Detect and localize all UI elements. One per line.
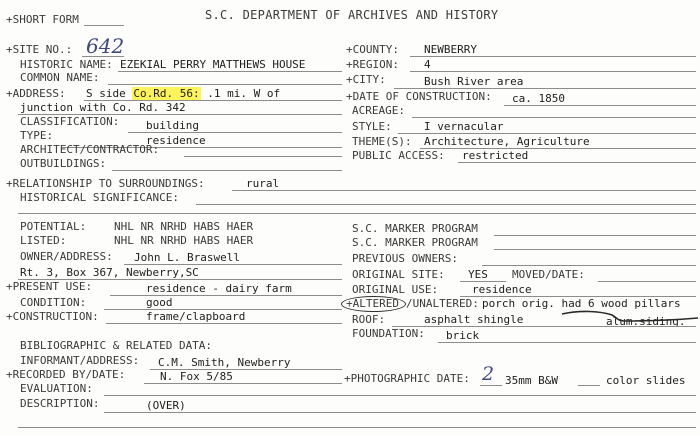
owner-address: Rt. 3, Box 367, Newberry,SC xyxy=(20,266,199,279)
short-form-line xyxy=(84,25,124,26)
marker-line-2 xyxy=(494,249,696,250)
original-use-value: residence xyxy=(472,283,532,296)
construction-value: frame/clapboard xyxy=(146,310,246,323)
roof-label: ROOF: xyxy=(352,313,386,326)
original-site-label: ORIGINAL SITE: xyxy=(352,268,445,281)
moved-date-label: MOVED/DATE: xyxy=(512,268,585,281)
style-line xyxy=(398,133,696,134)
historic-name-line xyxy=(118,71,342,72)
historic-name-label: HISTORIC NAME: xyxy=(20,58,113,71)
foundation-label: FOUNDATION: xyxy=(352,327,425,340)
date-label: +DATE OF CONSTRUCTION: xyxy=(346,90,492,103)
architect-label: ARCHITECT/CONTRACTOR: xyxy=(20,143,160,156)
address-label: +ADDRESS: xyxy=(6,87,66,100)
date-line xyxy=(504,105,696,106)
construction-label: +CONSTRUCTION: xyxy=(6,310,99,323)
address-post: .1 mi. W of xyxy=(207,87,281,100)
public-access-line xyxy=(458,162,696,163)
present-use-label: +PRESENT USE: xyxy=(6,280,93,293)
roof-line xyxy=(392,326,696,327)
owner-line xyxy=(124,264,342,265)
foundation-line xyxy=(438,342,696,343)
condition-value: good xyxy=(146,296,173,309)
address-highlight: Co.Rd. 56: xyxy=(133,87,200,100)
address-line-1 xyxy=(86,87,280,100)
acreage-label: ACREAGE: xyxy=(352,104,405,117)
region-value: 4 xyxy=(424,58,431,71)
potential-designations: NHL NR NRHD HABS HAER xyxy=(114,220,254,233)
bibliographic-label: BIBLIOGRAPHIC & RELATED DATA: xyxy=(20,339,213,352)
recorded-label: +RECORDED BY/DATE: xyxy=(6,368,126,381)
informant-label: INFORMANT/ADDRESS: xyxy=(20,354,140,367)
construction-line xyxy=(106,323,342,324)
relationship-value: rural xyxy=(246,177,280,190)
significance-label: HISTORICAL SIGNIFICANCE: xyxy=(20,191,179,204)
informant-value: C.M. Smith, Newberry xyxy=(158,356,291,369)
style-value: I vernacular xyxy=(424,120,504,133)
altered-label: +ALTERED xyxy=(346,297,399,310)
owner-name: John L. Braswell xyxy=(134,251,240,264)
description-label: DESCRIPTION: xyxy=(20,397,100,410)
unaltered-label: /UNALTERED: xyxy=(406,297,479,310)
theme-label: THEME(S): xyxy=(352,135,412,148)
classification-line xyxy=(128,132,342,133)
photo-color-line xyxy=(578,385,600,386)
photo-handwritten-mark: 2 xyxy=(482,363,495,385)
condition-label: CONDITION: xyxy=(20,296,87,309)
previous-owners-line xyxy=(482,265,696,266)
style-label: STYLE: xyxy=(352,120,392,133)
significance-line-2 xyxy=(18,213,696,214)
site-no-label: +SITE NO.: xyxy=(6,43,73,56)
county-value: NEWBERRY xyxy=(424,43,477,56)
recorded-line xyxy=(144,383,342,384)
photo-date-label: +PHOTOGRAPHIC DATE: xyxy=(344,372,470,385)
classification-value: building xyxy=(146,119,199,132)
address-line-2: junction with Co. Rd. 342 xyxy=(20,101,186,114)
city-value: Bush River area xyxy=(424,75,524,88)
theme-value: Architecture, Agriculture xyxy=(424,135,590,148)
present-use-value: residence - dairy farm xyxy=(146,282,292,295)
photo-bw: 35mm B&W xyxy=(505,374,558,387)
evaluation-line xyxy=(104,395,696,396)
listed-label: LISTED: xyxy=(20,234,67,247)
moved-date-line xyxy=(598,281,696,282)
altered-value: porch orig. had 6 wood pillars xyxy=(482,297,681,310)
marker-program-1: S.C. MARKER PROGRAM xyxy=(352,222,478,235)
original-site-line xyxy=(460,281,506,282)
site-no-value: 642 xyxy=(86,34,125,58)
handwritten-swoosh-mark xyxy=(560,310,700,324)
county-label: +COUNTY: xyxy=(346,43,399,56)
roof-value: asphalt shingle xyxy=(424,313,524,326)
description-value: (OVER) xyxy=(146,399,186,412)
outbuildings-line xyxy=(112,170,342,171)
short-form-label: +SHORT FORM xyxy=(6,13,79,26)
region-line xyxy=(410,71,696,72)
potential-label: POTENTIAL: xyxy=(20,220,87,233)
region-label: +REGION: xyxy=(346,58,399,71)
common-name-label: COMMON NAME: xyxy=(20,71,100,84)
county-line xyxy=(410,56,696,57)
marker-line-1 xyxy=(494,235,696,236)
type-value: residence xyxy=(146,134,206,147)
roof-note: alum.siding. xyxy=(606,315,686,328)
common-name-line xyxy=(108,84,342,85)
recorded-value: N. Fox 5/85 xyxy=(160,370,233,383)
site-no-line xyxy=(82,56,124,57)
description-line-2 xyxy=(18,427,696,428)
historic-name-value: EZEKIAL PERRY MATTHEWS HOUSE xyxy=(120,58,306,71)
marker-program-2: S.C. MARKER PROGRAM xyxy=(352,236,478,249)
description-line xyxy=(104,412,696,413)
city-line xyxy=(394,88,696,89)
type-label: TYPE: xyxy=(20,129,54,142)
classification-label: CLASSIFICATION: xyxy=(20,115,120,128)
original-site-value: YES xyxy=(468,268,488,281)
photo-color: color slides xyxy=(606,374,686,387)
architect-line xyxy=(184,156,342,157)
public-access-value: restricted xyxy=(462,149,529,162)
present-use-line xyxy=(110,295,342,296)
public-access-label: PUBLIC ACCESS: xyxy=(352,149,445,162)
owner-label: OWNER/ADDRESS: xyxy=(20,250,113,263)
city-label: +CITY: xyxy=(346,73,386,86)
date-value: ca. 1850 xyxy=(512,92,565,105)
foundation-value: brick xyxy=(446,329,480,342)
outbuildings-label: OUTBUILDINGS: xyxy=(20,157,107,170)
address-pre: S side xyxy=(86,87,126,100)
agency-title: S.C. DEPARTMENT OF ARCHIVES AND HISTORY xyxy=(205,8,499,22)
original-use-label: ORIGINAL USE: xyxy=(352,283,439,296)
significance-line-1 xyxy=(196,204,696,205)
listed-designations: NHL NR NRHD HABS HAER xyxy=(114,234,254,247)
relationship-line xyxy=(232,190,696,191)
evaluation-label: EVALUATION: xyxy=(20,382,93,395)
relationship-label: +RELATIONSHIP TO SURROUNDINGS: xyxy=(6,177,205,190)
acreage-line xyxy=(412,117,696,118)
photo-bw-line xyxy=(480,385,502,386)
previous-owners-label: PREVIOUS OWNERS: xyxy=(352,252,458,265)
